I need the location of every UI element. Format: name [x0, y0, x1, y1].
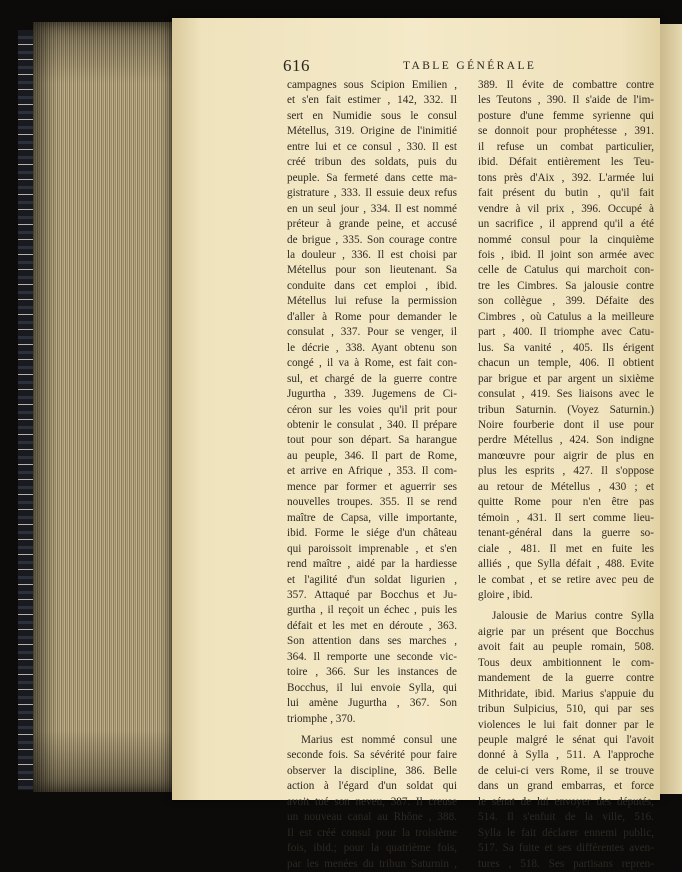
text-line: Jalousie de Marius contre Sylla: [492, 610, 654, 623]
text-line: 357. Attaqué par Bocchus et Ju-: [287, 588, 457, 601]
text-line: quitte Rome pour n'en être pas: [478, 496, 654, 509]
text-line: posture d'une femme syrienne qui: [478, 109, 654, 122]
text-line: un nouveau canal au Rhône , 388.: [287, 811, 457, 824]
text-line: de celui-ci vers Rome, il se trouve: [478, 764, 654, 777]
text-line: Jugurtha , 339. Jugemens de Ci-: [287, 388, 457, 401]
text-line: alliés , que Sylla défait , 488. Evite: [478, 558, 654, 571]
text-line: violences le lui fait donner par le: [478, 718, 654, 731]
text-line: fait présent du butin , qu'il fait: [478, 187, 654, 200]
text-line: chacun un temple, 406. Il obtient: [478, 357, 654, 370]
text-line: le décrie , 338. Ayant obtenu son: [287, 341, 457, 354]
text-line: manœuvre pour aigrir de plus en: [478, 449, 654, 462]
text-line: entre lui et ce consul , 330. Il est: [287, 140, 457, 153]
text-line: tures , 518. Ses partisans repren-: [478, 857, 654, 870]
text-line: gurtha , il reçoit un échec , puis les: [287, 604, 457, 617]
text-line: observer la discipline, 386. Belle: [287, 764, 457, 777]
text-line: créé tribun des soldats, puis du: [287, 156, 457, 169]
text-line: la douleur , 336. Il est choisi par: [287, 248, 457, 261]
text-line: tribun Sulpicius, 510, qui par ses: [478, 703, 654, 716]
text-line: ibid. Défait entièrement les Teu-: [478, 156, 654, 169]
text-line: Cimbres , où Catulus a la meilleure: [478, 310, 654, 323]
text-line: consulat , 337. Pour se venger, il: [287, 326, 457, 339]
text-line: Il est créé consul pour la troisième: [287, 826, 457, 839]
text-line: Tous deux ambitionnent le com-: [478, 656, 654, 669]
text-line: par les menées du tribun Saturnin ,: [287, 857, 457, 870]
text-line: par brigue et par argent un sixième: [478, 372, 654, 385]
text-line: Noire fourberie dont il use pour: [478, 418, 654, 431]
text-line: au peuple, 346. Il part de Rome,: [287, 449, 457, 462]
text-line: celle de Catulus qui marchoit con-: [478, 264, 654, 277]
text-line: tre les Cimbres. Sa jalousie contre: [478, 279, 654, 292]
text-line: campagnes sous Scipion Emilien ,: [287, 79, 457, 91]
text-line: se donnoit pour prophétesse , 391.: [478, 125, 654, 138]
text-line: 517. Sa fuite et ses différentes aven-: [478, 842, 654, 855]
text-line: avoit fait au peuple romain, 508.: [478, 641, 654, 654]
text-line: un sacrifice , il apprend qu'il a été: [478, 218, 654, 231]
text-line: lui amène Jugurtha , 367. Son: [287, 697, 457, 710]
text-line: aigrie par un présent que Bocchus: [478, 625, 654, 638]
text-line: seconde fois. Sa sévérité pour faire: [287, 749, 457, 762]
text-line: peuple malgré le sénat qui l'avoit: [478, 734, 654, 747]
text-line: Métellus, 319. Origine de l'inimitié: [287, 125, 457, 138]
text-line: perdre Métellus , 424. Son indigne: [478, 434, 654, 447]
text-column-right: [478, 78, 654, 872]
text-line: défait et les met en déroute , 363.: [287, 619, 457, 632]
book-binding: [18, 30, 34, 790]
text-line: tons près d'Aix , 392. L'armée lui: [478, 171, 654, 184]
text-line: le combat , et se retire avec peu de: [478, 573, 654, 586]
text-line: rend maître , aidé par la hardiesse: [287, 558, 457, 571]
facing-page-edge: [660, 24, 682, 794]
text-line: triomphe , 370.: [287, 712, 356, 725]
text-line: 514. Il s'enfuit de la ville, 516.: [478, 811, 654, 824]
text-line: en un seul jour , 334. Il est nommé: [287, 202, 457, 215]
text-line: peuple. Sa fermeté dans cette ma-: [287, 171, 457, 184]
text-column-left: [287, 78, 457, 872]
text-line: le sénat de lui envoyer des députés,: [478, 795, 654, 808]
text-line: et arrive en Afrique , 353. Il com-: [287, 465, 457, 478]
text-line: Mithridate, ibid. Marius s'appuie du: [478, 687, 654, 700]
text-line: et l'agilité d'un soldat ligurien ,: [287, 573, 457, 586]
text-line: consulat , 419. Ses liaisons avec le: [478, 388, 654, 401]
text-line: d'aller à Rome pour demander le: [287, 310, 457, 323]
text-line: lus. Sa vanité , 405. Ils érigent: [478, 341, 654, 354]
text-line: maître de Capsa, ville importante,: [287, 511, 457, 524]
text-line: tout pour son départ. Sa harangue: [287, 434, 457, 447]
text-line: de brigue , 335. Son courage contre: [287, 233, 457, 246]
text-line: et s'en fait estimer , 142, 332. Il: [287, 94, 457, 107]
text-line: mence par former et aguerrir ses: [287, 480, 457, 493]
text-line: il refuse un combat particulier,: [478, 140, 654, 153]
text-line: part , 400. Il triomphe avec Catu-: [478, 326, 654, 339]
text-line: nommé consul pour la cinquième: [478, 233, 654, 246]
text-line: tribun Saturnin. (Voyez Saturnin.): [478, 403, 654, 416]
text-line: action à l'égard d'un soldat qui: [287, 780, 457, 793]
text-line: Marius est nommé consul une: [301, 734, 457, 747]
text-line: tenant-général dans la guerre so-: [478, 527, 654, 540]
text-line: gistrature , 333. Il essuie deux refus: [287, 187, 457, 200]
text-line: obtenir le consulat , 340. Il prépare: [287, 418, 457, 431]
text-line: donné à Sylla , 511. A l'approche: [478, 749, 654, 762]
text-line: fois, ibid.; pour la quatrième fois,: [287, 842, 457, 855]
text-line: fois , ibid. Il joint son armée avec: [478, 248, 654, 261]
text-line: nouvelles troupes. 355. Il se rend: [287, 496, 457, 509]
text-line: préteur à grande peine, et accusé: [287, 218, 457, 231]
text-line: les Teutons , 390. Il s'aide de l'im-: [478, 94, 654, 107]
text-line: ibid. Forme le siége d'un château: [287, 527, 457, 540]
page-edges: [33, 22, 173, 792]
text-line: sert en Numidie sous le consul: [287, 109, 457, 122]
text-line: 389. Il évite de combattre contre: [478, 79, 654, 91]
text-line: témoin , 431. Il sert comme lieu-: [478, 511, 654, 524]
text-line: avoit tué son neveu, 387. Il creuse: [287, 795, 457, 808]
text-line: 364. Il remporte une seconde vic-: [287, 650, 457, 663]
text-line: conduite dans cet emploi , ibid.: [287, 279, 457, 292]
text-line: céron sur les voies qu'il prit pour: [287, 403, 457, 416]
page-header: [283, 56, 655, 78]
text-line: sul, et chargé de la guerre contre: [287, 372, 457, 385]
text-line: mandement de la guerre contre: [478, 672, 654, 685]
text-line: vendre à vil prix , 396. Occupé à: [478, 202, 654, 215]
text-line: Sylla le fait déclarer ennemi public,: [478, 826, 654, 839]
text-line: qui paroissoit imprenable , et s'en: [287, 542, 457, 555]
text-line: gloire , ibid.: [478, 588, 533, 601]
text-line: Son attention dans ses marches ,: [287, 635, 457, 648]
text-line: Métellus pour son lieutenant. Sa: [287, 264, 457, 277]
text-line: Bocchus, il lui envoie Sylla, qui: [287, 681, 457, 694]
text-line: congé , il va à Rome, est fait con-: [287, 357, 457, 370]
text-line: toire , 366. Sur les instances de: [287, 666, 457, 679]
text-line: plus les esprits , 427. Il s'oppose: [478, 465, 654, 478]
text-line: Métellus lui refuse la permission: [287, 295, 457, 308]
running-title: TABLE GÉNÉRALE: [403, 60, 537, 72]
text-line: dans un grand embarras, et force: [478, 780, 654, 793]
page-number: 616: [283, 56, 310, 75]
text-line: ciale , 481. Il met en fuite les: [478, 542, 654, 555]
text-line: son collègue , 399. Défaite des: [478, 295, 654, 308]
text-line: au retour de Métellus , 430 ; et: [478, 480, 654, 493]
